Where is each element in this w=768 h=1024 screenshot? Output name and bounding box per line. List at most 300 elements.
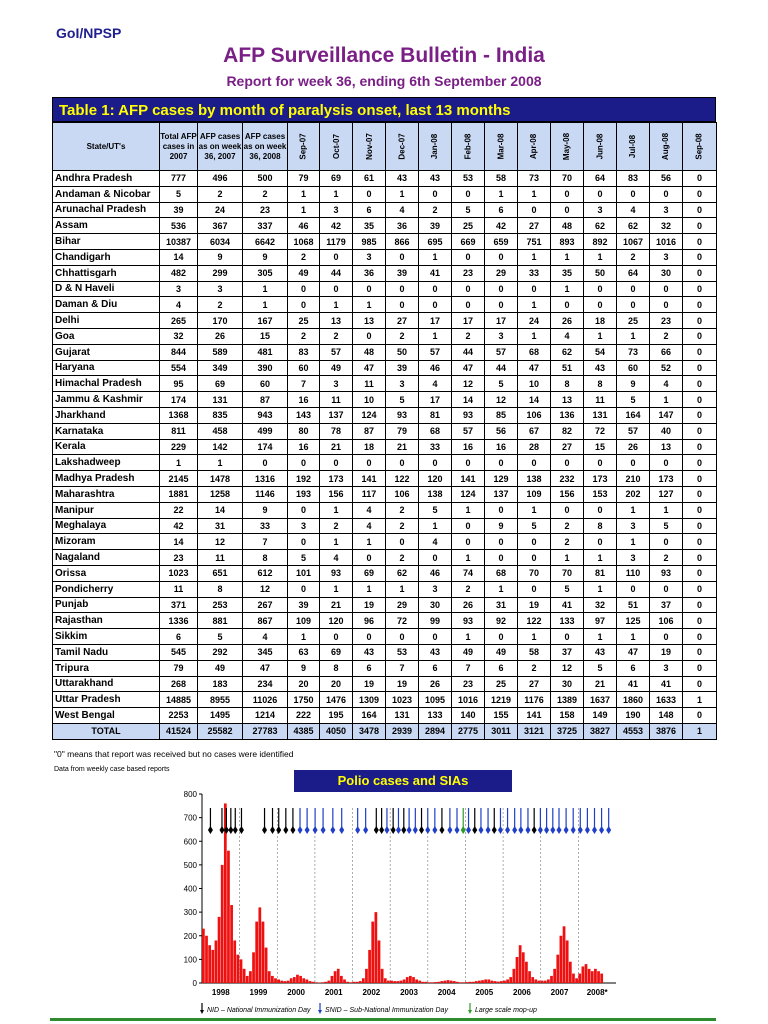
case-bar xyxy=(306,979,309,983)
table-row xyxy=(53,518,717,534)
value-cell: 10387 xyxy=(160,234,198,250)
value-cell: 0 xyxy=(386,249,419,265)
value-cell: 106 xyxy=(650,613,683,629)
value-cell: 6 xyxy=(617,660,650,676)
value-cell: 129 xyxy=(485,471,518,487)
year-label: 2007 xyxy=(550,988,569,997)
value-cell: 15 xyxy=(243,328,288,344)
value-cell: 3 xyxy=(160,281,198,297)
value-cell: 0 xyxy=(650,297,683,313)
value-cell: 106 xyxy=(518,407,551,423)
value-cell: 0 xyxy=(485,534,518,550)
footer-rule xyxy=(50,1018,716,1021)
value-cell: 844 xyxy=(160,344,198,360)
value-cell: 0 xyxy=(419,455,452,471)
case-bar xyxy=(302,978,305,983)
sia-marker-head xyxy=(270,826,275,834)
value-cell: 0 xyxy=(683,218,717,234)
value-cell: 8 xyxy=(243,550,288,566)
column-header: AFP cases as on week 36, 2008 xyxy=(243,123,288,171)
value-cell: 0 xyxy=(288,281,320,297)
y-tick-label: 0 xyxy=(192,979,197,988)
sia-marker-head xyxy=(592,826,597,834)
case-bar xyxy=(453,981,456,983)
value-cell: 141 xyxy=(452,471,485,487)
value-cell: 1 xyxy=(584,629,617,645)
total-value-cell: 2775 xyxy=(452,723,485,739)
case-bar xyxy=(415,979,418,983)
value-cell: 881 xyxy=(198,613,243,629)
value-cell: 0 xyxy=(551,202,584,218)
value-cell: 148 xyxy=(650,708,683,724)
value-cell: 21 xyxy=(584,676,617,692)
value-cell: 292 xyxy=(198,644,243,660)
y-tick-label: 600 xyxy=(183,837,197,847)
value-cell: 1750 xyxy=(288,692,320,708)
value-cell: 60 xyxy=(617,360,650,376)
sia-marker-head xyxy=(432,826,437,834)
value-cell: 267 xyxy=(243,597,288,613)
case-bar xyxy=(293,977,296,983)
value-cell: 57 xyxy=(452,423,485,439)
value-cell: 1 xyxy=(288,629,320,645)
value-cell: 25 xyxy=(485,676,518,692)
case-bar xyxy=(406,977,409,983)
sia-marker-head xyxy=(219,826,224,834)
table-row xyxy=(53,550,717,566)
case-bar xyxy=(299,976,302,983)
value-cell: 2 xyxy=(419,202,452,218)
value-cell: 0 xyxy=(288,581,320,597)
column-header xyxy=(650,123,683,171)
value-cell: 190 xyxy=(617,708,650,724)
value-cell: 2 xyxy=(452,328,485,344)
value-cell: 0 xyxy=(683,597,717,613)
value-cell: 0 xyxy=(683,550,717,566)
value-cell: 0 xyxy=(353,629,386,645)
value-cell: 3 xyxy=(419,581,452,597)
value-cell: 18 xyxy=(584,313,617,329)
column-header xyxy=(386,123,419,171)
legend-label: SNID – Sub-National Immunization Day xyxy=(325,1007,448,1014)
value-cell: 1 xyxy=(518,186,551,202)
value-cell: 7 xyxy=(452,660,485,676)
value-cell: 15 xyxy=(584,439,617,455)
value-cell: 10 xyxy=(353,392,386,408)
value-cell: 14 xyxy=(160,534,198,550)
table-row xyxy=(53,281,717,297)
sia-marker-head xyxy=(374,826,379,834)
case-bar xyxy=(252,952,255,983)
case-bar xyxy=(312,982,315,983)
value-cell: 13 xyxy=(320,313,353,329)
state-name-cell: Pondicherry xyxy=(53,581,160,597)
value-cell: 8 xyxy=(551,376,584,392)
value-cell: 0 xyxy=(683,313,717,329)
value-cell: 11 xyxy=(353,376,386,392)
value-cell: 1478 xyxy=(198,471,243,487)
state-name-cell: Meghalaya xyxy=(53,518,160,534)
value-cell: 174 xyxy=(160,392,198,408)
case-bar xyxy=(560,936,563,983)
value-cell: 1 xyxy=(320,297,353,313)
value-cell: 0 xyxy=(683,518,717,534)
value-cell: 1309 xyxy=(353,692,386,708)
value-cell: 131 xyxy=(584,407,617,423)
case-bar xyxy=(327,981,330,983)
value-cell: 44 xyxy=(320,265,353,281)
value-cell: 866 xyxy=(386,234,419,250)
value-cell: 122 xyxy=(386,471,419,487)
case-bar xyxy=(431,982,434,983)
value-cell: 1 xyxy=(353,581,386,597)
value-cell: 66 xyxy=(650,344,683,360)
value-cell: 0 xyxy=(452,297,485,313)
value-cell: 23 xyxy=(243,202,288,218)
value-cell: 120 xyxy=(419,471,452,487)
sia-marker-head xyxy=(290,826,295,834)
value-cell: 222 xyxy=(288,708,320,724)
table-row xyxy=(53,171,717,187)
value-cell: 0 xyxy=(485,550,518,566)
value-cell: 6 xyxy=(160,629,198,645)
value-cell: 48 xyxy=(353,344,386,360)
value-cell: 1219 xyxy=(485,692,518,708)
value-cell: 8 xyxy=(584,518,617,534)
sia-marker-head xyxy=(419,826,424,834)
value-cell: 50 xyxy=(386,344,419,360)
value-cell: 1 xyxy=(584,328,617,344)
table-row xyxy=(53,265,717,281)
value-cell: 0 xyxy=(584,297,617,313)
value-cell: 29 xyxy=(386,597,419,613)
value-cell: 0 xyxy=(683,186,717,202)
value-cell: 3 xyxy=(320,376,353,392)
value-cell: 4 xyxy=(353,502,386,518)
value-cell: 109 xyxy=(288,613,320,629)
value-cell: 19 xyxy=(518,597,551,613)
value-cell: 305 xyxy=(243,265,288,281)
value-cell: 0 xyxy=(243,455,288,471)
state-name-cell: Uttarakhand xyxy=(53,676,160,692)
value-cell: 137 xyxy=(320,407,353,423)
case-bar xyxy=(381,969,384,983)
value-cell: 0 xyxy=(485,281,518,297)
month-header-label: Jul-08 xyxy=(628,134,638,159)
total-value-cell: 27783 xyxy=(243,723,288,739)
value-cell: 138 xyxy=(419,486,452,502)
value-cell: 193 xyxy=(288,486,320,502)
value-cell: 14 xyxy=(198,502,243,518)
value-cell: 68 xyxy=(518,344,551,360)
case-bar xyxy=(393,981,396,983)
sia-marker-head xyxy=(363,826,368,834)
value-cell: 79 xyxy=(288,171,320,187)
value-cell: 93 xyxy=(386,407,419,423)
state-name-cell: Daman & Diu xyxy=(53,297,160,313)
value-cell: 2 xyxy=(650,550,683,566)
value-cell: 1258 xyxy=(198,486,243,502)
value-cell: 0 xyxy=(452,518,485,534)
case-bar xyxy=(437,982,440,983)
value-cell: 109 xyxy=(518,486,551,502)
value-cell: 0 xyxy=(551,455,584,471)
y-tick-label: 500 xyxy=(183,860,197,870)
value-cell: 554 xyxy=(160,360,198,376)
value-cell: 2 xyxy=(386,328,419,344)
value-cell: 51 xyxy=(551,360,584,376)
value-cell: 1023 xyxy=(160,565,198,581)
value-cell: 24 xyxy=(198,202,243,218)
value-cell: 1 xyxy=(485,186,518,202)
table-row xyxy=(53,392,717,408)
case-bar xyxy=(378,940,381,983)
value-cell: 12 xyxy=(198,534,243,550)
value-cell: 1023 xyxy=(386,692,419,708)
table-row xyxy=(53,344,717,360)
column-header xyxy=(452,123,485,171)
value-cell: 51 xyxy=(617,597,650,613)
value-cell: 80 xyxy=(288,423,320,439)
value-cell: 137 xyxy=(485,486,518,502)
value-cell: 14 xyxy=(160,249,198,265)
case-bar xyxy=(324,982,327,983)
value-cell: 9 xyxy=(617,376,650,392)
case-bar xyxy=(246,976,249,983)
value-cell: 1 xyxy=(551,281,584,297)
value-cell: 147 xyxy=(650,407,683,423)
value-cell: 299 xyxy=(198,265,243,281)
value-cell: 73 xyxy=(617,344,650,360)
value-cell: 17 xyxy=(419,392,452,408)
value-cell: 70 xyxy=(551,565,584,581)
sia-marker-head xyxy=(461,826,466,834)
value-cell: 4 xyxy=(419,376,452,392)
value-cell: 1 xyxy=(584,581,617,597)
value-cell: 496 xyxy=(198,171,243,187)
value-cell: 0 xyxy=(288,502,320,518)
sia-marker-head xyxy=(298,826,303,834)
value-cell: 16 xyxy=(288,392,320,408)
state-name-cell: Nagaland xyxy=(53,550,160,566)
case-bar xyxy=(271,976,274,983)
table-row xyxy=(53,565,717,581)
value-cell: 3 xyxy=(650,660,683,676)
value-cell: 41 xyxy=(551,597,584,613)
case-bar xyxy=(538,981,541,983)
value-cell: 131 xyxy=(198,392,243,408)
sia-marker-head xyxy=(599,826,604,834)
value-cell: 6 xyxy=(485,660,518,676)
case-bar xyxy=(484,979,487,983)
value-cell: 2145 xyxy=(160,471,198,487)
sia-marker-head xyxy=(571,826,576,834)
value-cell: 42 xyxy=(160,518,198,534)
value-cell: 0 xyxy=(320,281,353,297)
value-cell: 173 xyxy=(650,471,683,487)
value-cell: 0 xyxy=(551,297,584,313)
state-name-cell: Karnataka xyxy=(53,423,160,439)
table-row xyxy=(53,613,717,629)
value-cell: 44 xyxy=(452,344,485,360)
sia-marker-head xyxy=(472,826,477,834)
state-name-cell: Arunachal Pradesh xyxy=(53,202,160,218)
value-cell: 58 xyxy=(485,171,518,187)
value-cell: 1 xyxy=(320,502,353,518)
value-cell: 69 xyxy=(320,644,353,660)
table-row xyxy=(53,597,717,613)
value-cell: 1176 xyxy=(518,692,551,708)
column-header: AFP cases as on week 36, 2007 xyxy=(198,123,243,171)
y-tick-label: 200 xyxy=(183,931,197,941)
value-cell: 95 xyxy=(160,376,198,392)
value-cell: 35 xyxy=(551,265,584,281)
table-row xyxy=(53,439,717,455)
table-row xyxy=(53,455,717,471)
value-cell: 1 xyxy=(452,629,485,645)
case-bar xyxy=(218,917,221,983)
case-bar xyxy=(509,977,512,983)
value-cell: 124 xyxy=(452,486,485,502)
case-bar xyxy=(215,940,218,983)
value-cell: 349 xyxy=(198,360,243,376)
value-cell: 0 xyxy=(683,171,717,187)
value-cell: 0 xyxy=(683,297,717,313)
value-cell: 1 xyxy=(518,328,551,344)
case-bar xyxy=(428,982,431,983)
value-cell: 106 xyxy=(386,486,419,502)
state-name-cell: D & N Haveli xyxy=(53,281,160,297)
case-bar xyxy=(365,969,368,983)
value-cell: 17 xyxy=(419,313,452,329)
value-cell: 63 xyxy=(288,644,320,660)
value-cell: 93 xyxy=(650,565,683,581)
case-bar xyxy=(440,981,443,983)
value-cell: 2 xyxy=(288,328,320,344)
value-cell: 81 xyxy=(584,565,617,581)
value-cell: 87 xyxy=(353,423,386,439)
month-header-label: Jan-08 xyxy=(430,133,440,160)
value-cell: 0 xyxy=(485,297,518,313)
value-cell: 1316 xyxy=(243,471,288,487)
value-cell: 1 xyxy=(288,202,320,218)
value-cell: 0 xyxy=(551,629,584,645)
state-name-cell: Tripura xyxy=(53,660,160,676)
value-cell: 1 xyxy=(683,692,717,708)
value-cell: 41 xyxy=(419,265,452,281)
value-cell: 156 xyxy=(320,486,353,502)
value-cell: 5 xyxy=(452,202,485,218)
value-cell: 482 xyxy=(160,265,198,281)
value-cell: 2 xyxy=(551,534,584,550)
value-cell: 6034 xyxy=(198,234,243,250)
case-bar xyxy=(280,981,283,983)
value-cell: 7 xyxy=(288,376,320,392)
table-row xyxy=(53,186,717,202)
value-cell: 11 xyxy=(320,392,353,408)
case-bar xyxy=(265,948,268,983)
source-note: Data from weekly case based reports xyxy=(54,766,170,773)
value-cell: 54 xyxy=(584,344,617,360)
value-cell: 3 xyxy=(584,202,617,218)
value-cell: 12 xyxy=(485,392,518,408)
state-name-cell: Himachal Pradesh xyxy=(53,376,160,392)
value-cell: 1476 xyxy=(320,692,353,708)
value-cell: 4 xyxy=(243,629,288,645)
sia-marker-head xyxy=(384,826,389,834)
value-cell: 133 xyxy=(551,613,584,629)
sia-marker-head xyxy=(413,826,418,834)
value-cell: 3 xyxy=(353,249,386,265)
case-bar xyxy=(237,955,240,983)
case-bar xyxy=(434,982,437,983)
value-cell: 47 xyxy=(353,360,386,376)
value-cell: 0 xyxy=(683,249,717,265)
value-cell: 651 xyxy=(198,565,243,581)
value-cell: 0 xyxy=(617,297,650,313)
value-cell: 1 xyxy=(320,186,353,202)
sia-marker-head xyxy=(330,826,335,834)
total-value-cell: 41524 xyxy=(160,723,198,739)
value-cell: 2 xyxy=(452,581,485,597)
column-header: State/UT's xyxy=(53,123,160,171)
case-bar xyxy=(240,959,243,983)
value-cell: 64 xyxy=(617,265,650,281)
case-bar xyxy=(585,964,588,983)
value-cell: 0 xyxy=(584,534,617,550)
value-cell: 0 xyxy=(584,281,617,297)
value-cell: 96 xyxy=(353,613,386,629)
value-cell: 4 xyxy=(419,534,452,550)
value-cell: 31 xyxy=(198,518,243,534)
value-cell: 0 xyxy=(584,455,617,471)
value-cell: 164 xyxy=(353,708,386,724)
sia-marker-head xyxy=(321,826,326,834)
sia-marker-head xyxy=(339,826,344,834)
total-value-cell: 4553 xyxy=(617,723,650,739)
table-row xyxy=(53,218,717,234)
case-bar xyxy=(556,955,559,983)
case-bar xyxy=(563,926,566,983)
value-cell: 0 xyxy=(683,455,717,471)
value-cell: 0 xyxy=(353,455,386,471)
value-cell: 26 xyxy=(551,313,584,329)
sia-marker-head xyxy=(233,826,238,834)
value-cell: 1495 xyxy=(198,708,243,724)
table-row xyxy=(53,692,717,708)
value-cell: 371 xyxy=(160,597,198,613)
value-cell: 6 xyxy=(419,660,452,676)
value-cell: 1 xyxy=(386,186,419,202)
sia-marker-head xyxy=(585,826,590,834)
value-cell: 499 xyxy=(243,423,288,439)
value-cell: 60 xyxy=(288,360,320,376)
sia-marker-head xyxy=(564,826,569,834)
value-cell: 0 xyxy=(584,186,617,202)
value-cell: 0 xyxy=(683,502,717,518)
case-bar xyxy=(519,945,522,983)
value-cell: 73 xyxy=(518,171,551,187)
case-bar xyxy=(346,982,349,983)
sia-marker-head xyxy=(447,826,452,834)
total-value-cell: 2894 xyxy=(419,723,452,739)
value-cell: 127 xyxy=(650,486,683,502)
sia-marker-head xyxy=(486,826,491,834)
value-cell: 210 xyxy=(617,471,650,487)
value-cell: 0 xyxy=(320,249,353,265)
sia-marker-head xyxy=(492,826,497,834)
case-bar xyxy=(594,969,597,983)
